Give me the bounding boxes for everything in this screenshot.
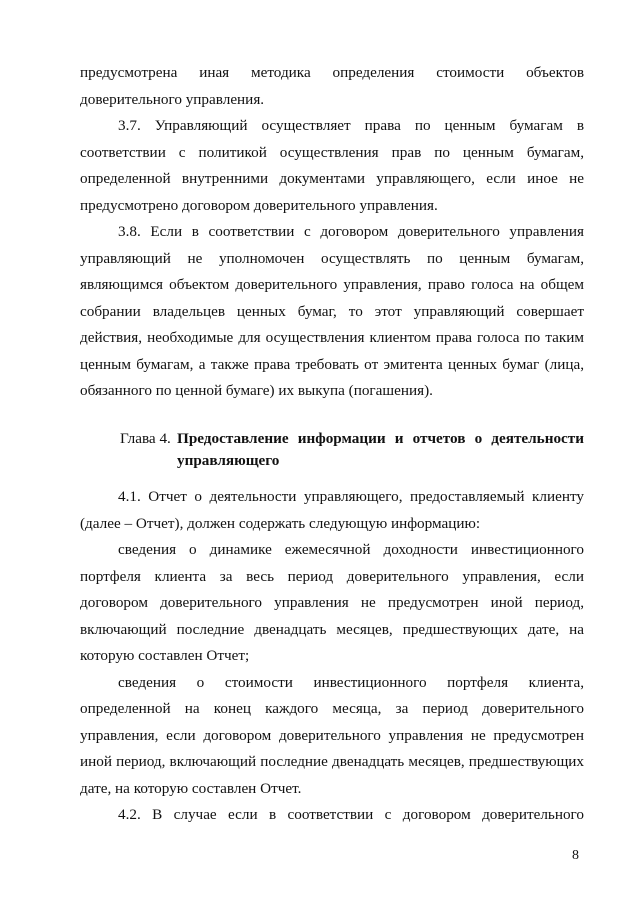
paragraph-4-2: 4.2. В случае если в соответствии с договором доверительного [118, 806, 584, 823]
chapter-title: Предоставление информации и отчетов о деятельности управляющего [177, 430, 584, 469]
text-block-bottom [80, 484, 584, 829]
chapter-label: Глава 4. [120, 430, 171, 447]
paragraph-list-item-dynamics: сведения о динамике ежемесячной доходности инвестиционного портфеля клиента за весь период доверительного управления, если договором доверительного управления не предусмотрен иной период, включающий последние двенадцать месяцев, предшествующих дате, на которую составлен Отчет; [80, 541, 584, 664]
paragraph-continuation: предусмотрена иная методика определения стоимости объектов доверительного управления. [80, 64, 584, 108]
page-number: 8 [572, 848, 579, 863]
paragraph-3-8: 3.8. Если в соответствии с договором доверительного управления управляющий не уполномочен осуществлять по ценным бумагам, являющимся объектом доверительного управления, право голоса на общем собрании владельцев ценных бумаг, то этот управляющий совершает действия, необходимые для осуществления клиентом права голоса по таким ценным бумагам, а также права требовать от эмитента ценных бумаг (лица, обязанного по ценной бумаге) их выкупа (погашения). [80, 223, 584, 399]
text-block-top [80, 60, 584, 405]
paragraph-list-item-value: сведения о стоимости инвестиционного портфеля клиента, определенной на конец каждого месяца, за период доверительного управления, если договором доверительного управления не предусмотрен иной период, включающий последние двенадцать месяцев, предшествующих дате, на которую составлен Отчет. [80, 673, 584, 797]
paragraph-4-1: 4.1. Отчет о деятельности управляющего, предоставляемый клиенту (далее – Отчет), должен содержать следующую информацию: [80, 488, 584, 532]
paragraph-3-7: 3.7. Управляющий осуществляет права по ценным бумагам в соответствии с политикой осуществления прав по ценным бумагам, определенной внутренними документами управляющего, если иное не предусмотрено договором доверительного управления. [80, 117, 584, 214]
